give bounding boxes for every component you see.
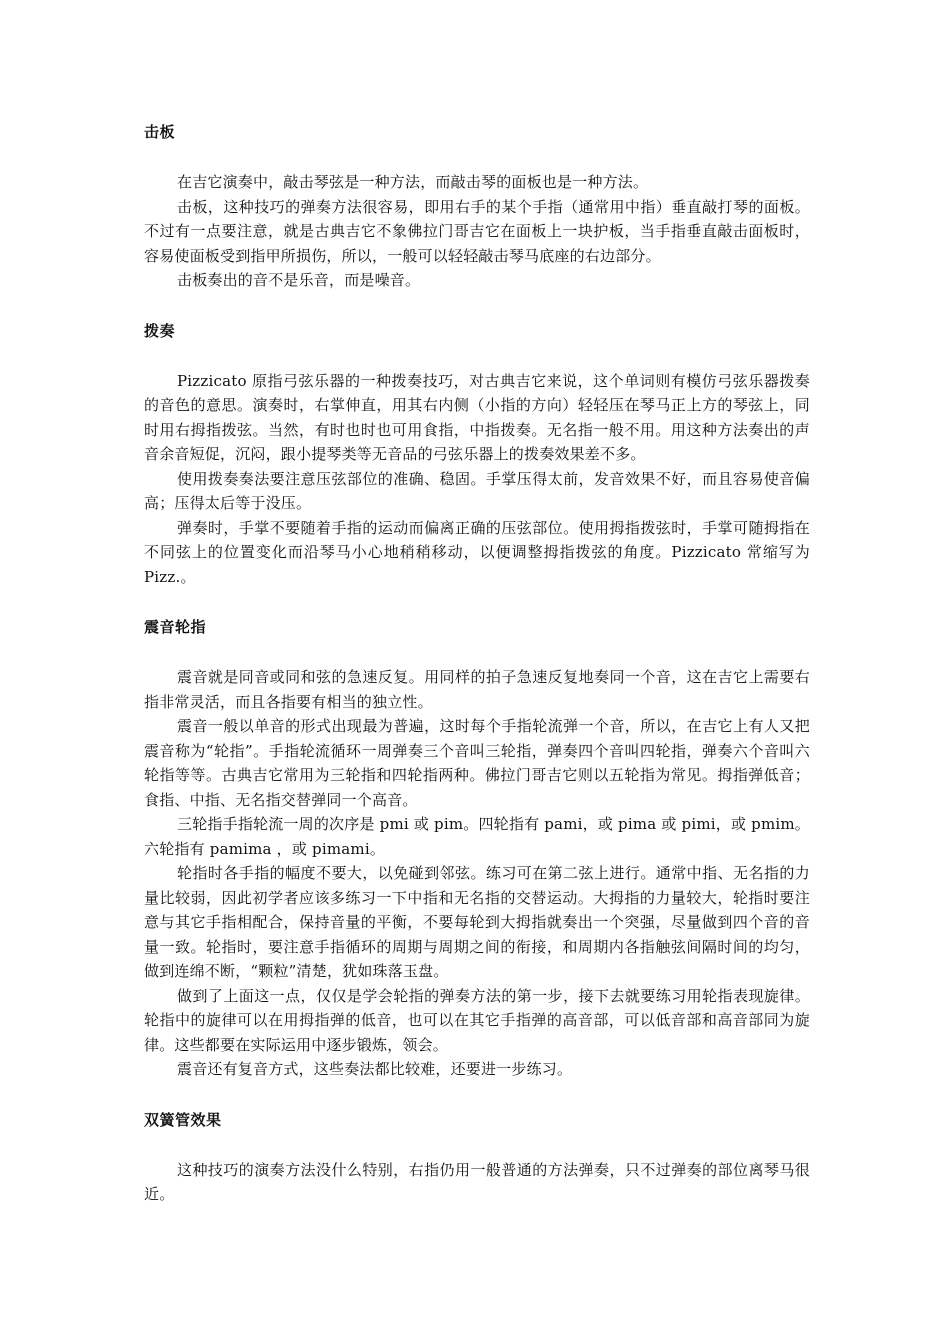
section-heading: 击板 xyxy=(144,123,176,141)
paragraph: 使用拨奏奏法要注意压弦部位的准确、稳固。手掌压得太前，发音效果不好，而且容易使音偏高；压得太后等于没压。 xyxy=(144,469,810,512)
section-jiban xyxy=(144,120,810,293)
paragraph: 震音还有复音方式，这些奏法都比较难，还要进一步练习。 xyxy=(177,1060,573,1078)
paragraph: 击板奏出的音不是乐音，而是噪音。 xyxy=(177,271,421,289)
section-gap xyxy=(144,589,810,615)
paragraph: 三轮指手指轮流一周的次序是 pmi 或 pim。四轮指有 pami，或 pima 或 pimi，或 pmim。六轮指有 pamima ，或 pimami。 xyxy=(144,815,810,858)
document-page xyxy=(144,120,810,1207)
section-oboe-effect xyxy=(144,1108,810,1207)
section-heading: 拨奏 xyxy=(144,321,176,340)
section-gap xyxy=(144,1082,810,1108)
paragraph: 在吉它演奏中，敲击琴弦是一种方法，而敲击琴的面板也是一种方法。 xyxy=(177,173,649,191)
paragraph: 轮指时各手指的幅度不要大，以免碰到邻弦。练习可在第二弦上进行。通常中指、无名指的力量比较弱，因此初学者应该多练习一下中指和无名指的交替运动。大拇指的力量较大，轮指时要注意与其它手指相配合，保持音量的平衡，不要每轮到大拇指就奏出一个突强，尽量做到四个音的音量一致。轮指时，要注意手指循环的周期与周期之间的衔接，和周期内各指触弦间隔时间的均匀，做到连绵不断，“颗粒”清楚，犹如珠落玉盘。 xyxy=(144,864,810,980)
paragraph: 弹奏时，手掌不要随着手指的运动而偏离正确的压弦部位。使用拇指拨弦时，手掌可随拇指在不同弦上的位置变化而沿琴马小心地稍稍移动，以便调整拇指拨弦的角度。Pizzicato 常缩写为 Pizz.。 xyxy=(144,518,810,586)
paragraph: 震音一般以单音的形式出现最为普遍，这时每个手指轮流弹一个音，所以，在吉它上有人又把震音称为“轮指”。手指轮流循环一周弹奏三个音叫三轮指，弹奏四个音叫四轮指，弹奏六个音叫六轮指等等。古典吉它常用为三轮指和四轮指两种。佛拉门哥吉它则以五轮指为常见。拇指弹低音；食指、中指、无名指交替弹同一个高音。 xyxy=(144,717,810,809)
section-gap xyxy=(144,293,810,319)
paragraph: 震音就是同音或同和弦的急速反复。用同样的拍子急速反复地奏同一个音，这在吉它上需要右指非常灵活，而且各指要有相当的独立性。 xyxy=(144,668,810,711)
section-tremolo xyxy=(144,615,810,1082)
paragraph: 这种技巧的演奏方法没什么特别，右指仍用一般普通的方法弹奏，只不过弹奏的部位离琴马很近。 xyxy=(144,1160,810,1203)
paragraph: 做到了上面这一点，仅仅是学会轮指的弹奏方法的第一步，接下去就要练习用轮指表现旋律。轮指中的旋律可以在用拇指弹的低音，也可以在其它手指弹的高音部，可以低音部和高音部同为旋律。这些都要在实际运用中逐步锻炼，领会。 xyxy=(144,986,810,1054)
section-heading: 震音轮指 xyxy=(144,618,207,636)
paragraph: 击板，这种技巧的弹奏方法很容易，即用右手的某个手指（通常用中指）垂直敲打琴的面板。不过有一点要注意，就是古典吉它不象佛拉门哥吉它在面板上一块护板，当手指垂直敲击面板时，容易使面板受到指甲所损伤，所以，一般可以轻轻敲击琴马底座的右边部分。 xyxy=(144,197,810,265)
section-pizzicato xyxy=(144,319,810,590)
paragraph: Pizzicato 原指弓弦乐器的一种拨奏技巧，对古典吉它来说，这个单词则有模仿弓弦乐器拨奏的音色的意思。演奏时，右掌伸直，用其右内侧（小指的方向）轻轻压在琴马正上方的琴弦上，同时用右拇指拨弦。当然，有时也时也可用食指，中指拨奏。无名指一般不用。用这种方法奏出的声音余音短促，沉闷，跟小提琴类等无音品的弓弦乐器上的拨奏效果差不多。 xyxy=(144,371,810,463)
section-heading: 双簧管效果 xyxy=(144,1110,222,1129)
